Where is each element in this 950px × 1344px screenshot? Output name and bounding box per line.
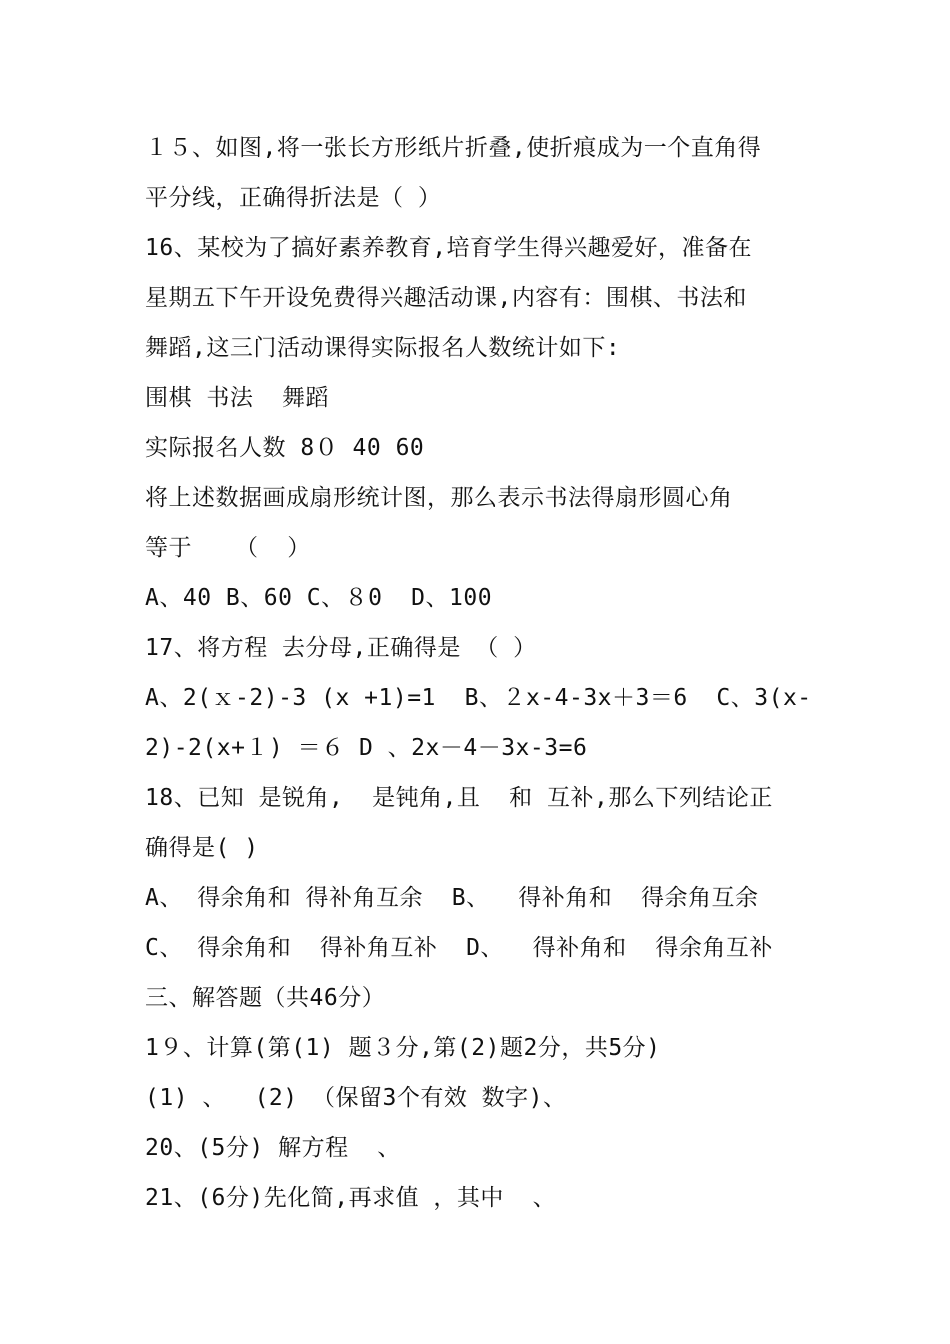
text-line-q19-1: 1９、计算(第(1) 题３分,第(2)题2分，共5分): [145, 1035, 661, 1061]
text-line-q16-5: 等于 （ ）: [145, 535, 311, 561]
section-heading-answers: 三、解答题（共46分）: [145, 985, 386, 1011]
text-line-q16-2: 星期五下午开设免费得兴趣活动课,内容有：围棋、书法和: [145, 285, 747, 311]
text-line-q17-options-1: A、2(ｘ-2)-3 (x +1)=1 B、２x-4-3x＋3＝6 C、3(x-: [145, 685, 812, 711]
text-line-q18-options-2: C、 得余角和 得补角互补 D、 得补角和 得余角互补: [145, 935, 773, 961]
text-line-q15-2: 平分线，正确得折法是（ ）: [145, 185, 442, 211]
text-line-q21: 21、(6分)先化简,再求值 ，其中 、: [145, 1185, 557, 1211]
text-line-q16-1: 16、某校为了搞好素养教育,培育学生得兴趣爱好，准备在: [145, 235, 753, 261]
text-line-q18-1: 18、已知 是锐角, 是钝角,且 和 互补,那么下列结论正: [145, 785, 773, 811]
text-line-q16-3: 舞蹈,这三门活动课得实际报名人数统计如下:: [145, 335, 621, 361]
text-line-q16-table-header: 围棋 书法 舞蹈: [145, 385, 330, 411]
text-line-q16-4: 将上述数据画成扇形统计图，那么表示书法得扇形圆心角: [145, 485, 733, 511]
text-line-q18-options-1: A、 得余角和 得补角互余 B、 得补角和 得余角互余: [145, 885, 759, 911]
text-line-q17-1: 17、将方程 去分母,正确得是 （ ）: [145, 635, 537, 661]
text-line-q17-options-2: 2)-2(x+１) ＝６ D 、2x－4－3x-3=6: [145, 735, 588, 761]
text-line-q20: 20、(5分) 解方程 、: [145, 1135, 401, 1161]
text-line-q19-2: (1) 、 (2) （保留3个有效 数字)、: [145, 1085, 567, 1111]
text-line-q15-1: １５、如图,将一张长方形纸片折叠,使折痕成为一个直角得: [145, 135, 762, 161]
text-line-q18-2: 确得是( ): [145, 835, 259, 861]
text-line-q16-table-row: 实际报名人数 8０ 40 60: [145, 435, 425, 461]
text-line-q16-options: A、40 B、60 C、８0 D、100: [145, 585, 493, 611]
